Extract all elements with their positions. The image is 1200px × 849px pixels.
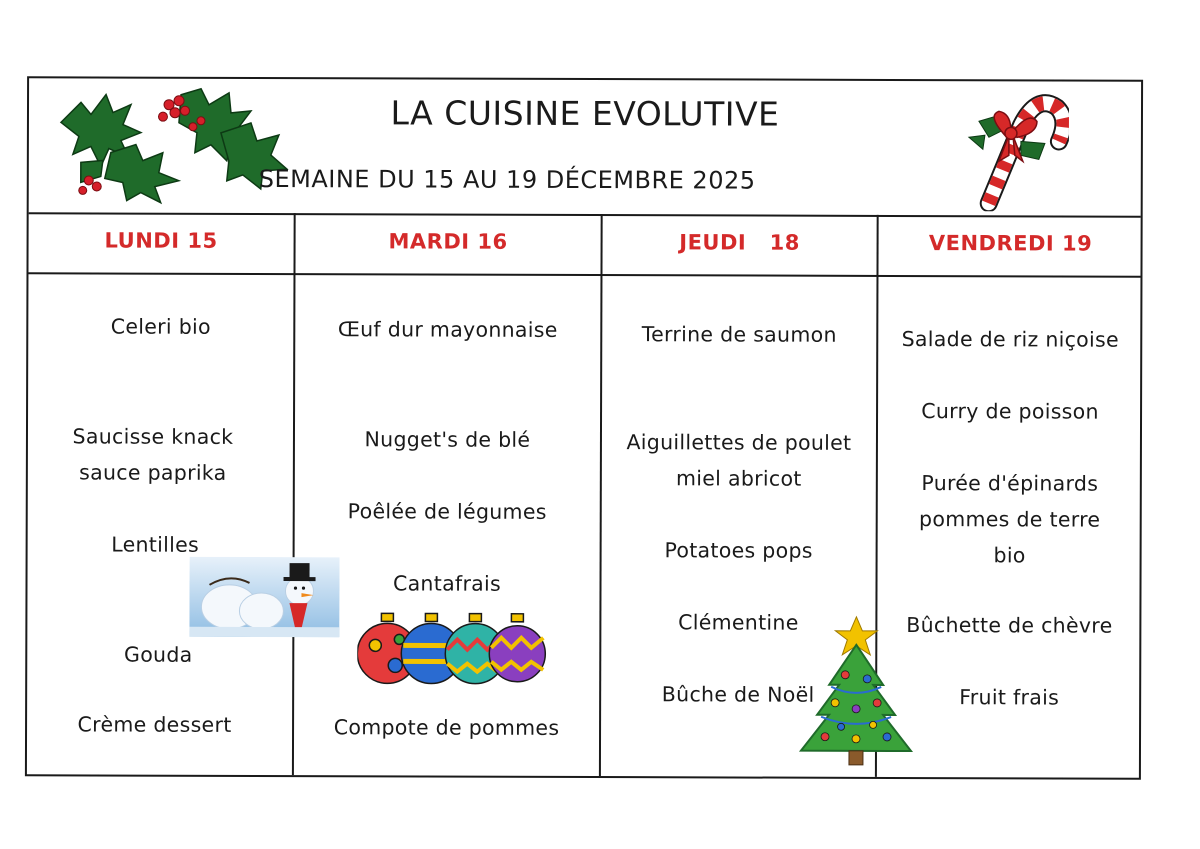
menu-sheet	[25, 76, 1143, 780]
menu-item: Poêlée de légumes	[347, 499, 547, 524]
menu-item: Nugget's de blé	[364, 427, 531, 452]
day-label-thursday: JEUDI 18	[679, 230, 800, 255]
day-label-tuesday: MARDI 16	[388, 229, 508, 254]
menu-item: Fruit frais	[959, 685, 1060, 710]
menu-item: Gouda	[123, 642, 193, 667]
day-label-friday: VENDREDI 19	[928, 231, 1093, 256]
christmas-tree-icon	[795, 615, 918, 775]
menu-item: Bûchette de chèvre	[906, 613, 1113, 638]
candy-cane-icon	[959, 85, 1069, 211]
menu-item: Terrine de saumon	[641, 322, 837, 347]
menu-header	[29, 78, 1141, 217]
menu-item: Celeri bio	[110, 314, 211, 339]
menu-item: Saucisse knack sauce paprika	[72, 424, 234, 485]
menu-item: Cantafrais	[392, 571, 502, 596]
menu-item: Œuf dur mayonnaise	[337, 317, 558, 342]
menu-item: Purée d'épinards pommes de terre bio	[919, 471, 1101, 568]
menu-item: Aiguillettes de poulet miel abricot	[626, 430, 852, 491]
menu-item: Bûche de Noël	[661, 682, 815, 707]
menu-item: Lentilles	[111, 532, 200, 557]
week-subtitle: SEMAINE DU 15 AU 19 DÉCEMBRE 2025	[258, 164, 756, 195]
menu-item: Salade de riz niçoise	[901, 326, 1119, 352]
ornaments-icon	[357, 609, 547, 692]
menu-item: Crème dessert	[77, 712, 232, 737]
snowman-icon	[189, 557, 339, 637]
menu-item: Compote de pommes	[333, 715, 560, 740]
page-title: LA CUISINE EVOLUTIVE	[390, 93, 780, 134]
day-label-monday: LUNDI 15	[104, 228, 218, 253]
menu-item: Clémentine	[678, 610, 799, 635]
menu-item: Potatoes pops	[664, 538, 813, 563]
menu-item: Curry de poisson	[921, 399, 1099, 424]
